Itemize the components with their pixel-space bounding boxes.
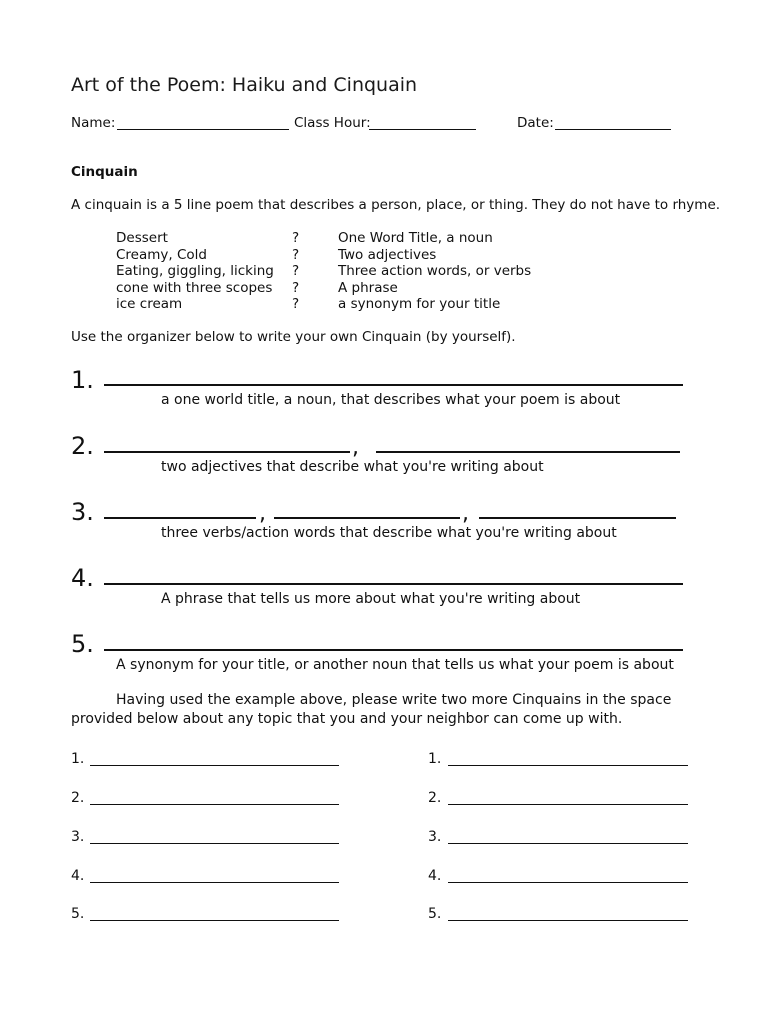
example-poem-column: [116, 230, 274, 313]
organizer-number: 2.: [71, 432, 94, 460]
left-cinquain-line-3-field[interactable]: [90, 843, 339, 844]
example-rule: a synonym for your title: [338, 296, 501, 312]
organizer-line-4-field[interactable]: [104, 583, 683, 585]
organizer-line-3b-field[interactable]: [274, 517, 460, 519]
example-mark: ?: [292, 296, 300, 312]
example-poem-line: Creamy, Cold: [116, 246, 207, 263]
example-rule: Two adjectives: [338, 246, 437, 263]
example-rule: A phrase: [338, 279, 398, 296]
right-cinquain-number: 5.: [428, 906, 442, 922]
right-cinquain-line-2-field[interactable]: [448, 804, 688, 805]
left-cinquain-line-2-field[interactable]: [90, 804, 339, 805]
organizer-instruction: Use the organizer below to write your own Cinquain (by yourself).: [71, 329, 516, 345]
comma-separator: ,: [352, 435, 359, 460]
right-cinquain-line-1-field[interactable]: [448, 765, 688, 766]
right-cinquain-number: 1.: [428, 751, 442, 767]
organizer-hint: A phrase that tells us more about what you're writing about: [161, 591, 581, 607]
organizer-line-1-field[interactable]: [104, 384, 683, 386]
organizer-number: 3.: [71, 498, 94, 526]
organizer-number: 1.: [71, 366, 94, 394]
organizer-hint: A synonym for your title, or another noun that tells us what your poem is about: [116, 657, 674, 673]
organizer-hint: three verbs/action words that describe what you're writing about: [161, 525, 617, 541]
page-title: Art of the Poem: Haiku and Cinquain: [71, 74, 418, 96]
right-cinquain-number: 2.: [428, 790, 442, 806]
example-poem-line: cone with three scopes: [116, 279, 273, 296]
left-cinquain-line-5-field[interactable]: [90, 920, 339, 921]
example-poem-line: Dessert: [116, 230, 168, 246]
organizer-line-2a-field[interactable]: [104, 451, 350, 453]
organizer-line-5-field[interactable]: [104, 649, 683, 651]
left-cinquain-number: 3.: [71, 829, 85, 845]
left-cinquain-number: 4.: [71, 868, 85, 884]
organizer-hint: a one world title, a noun, that describes what your poem is about: [161, 392, 621, 408]
organizer-line-3c-field[interactable]: [479, 517, 676, 519]
example-rule: One Word Title, a noun: [338, 230, 493, 246]
class-hour-field[interactable]: [369, 129, 476, 130]
section-heading: Cinquain: [71, 164, 138, 180]
right-cinquain-number: 4.: [428, 868, 442, 884]
example-mark-column: [292, 230, 299, 313]
example-rule: Three action words, or verbs: [338, 263, 532, 279]
right-cinquain-line-3-field[interactable]: [448, 843, 688, 844]
comma-separator: ,: [259, 501, 266, 526]
right-cinquain-number: 3.: [428, 829, 442, 845]
organizer-hint: two adjectives that describe what you're writing about: [161, 459, 544, 475]
right-cinquain-line-4-field[interactable]: [448, 882, 688, 883]
extra-instruction-line1: Having used the example above, please write two more Cinquains in the space: [116, 692, 672, 708]
date-field[interactable]: [555, 129, 671, 130]
organizer-line-2b-field[interactable]: [376, 451, 680, 453]
date-label: Date:: [517, 115, 554, 131]
name-field[interactable]: [117, 129, 289, 130]
example-rule-column: [338, 230, 531, 313]
extra-instruction-line2: provided below about any topic that you and your neighbor can come up with.: [71, 711, 623, 727]
organizer-number: 4.: [71, 564, 94, 592]
organizer-number: 5.: [71, 630, 94, 658]
example-poem-line: ice cream: [116, 296, 183, 312]
example-mark: ?: [292, 279, 300, 296]
right-cinquain-line-5-field[interactable]: [448, 920, 688, 921]
example-mark: ?: [292, 263, 300, 279]
left-cinquain-line-1-field[interactable]: [90, 765, 339, 766]
example-poem-line: Eating, giggling, licking: [116, 263, 274, 279]
left-cinquain-number: 2.: [71, 790, 85, 806]
left-cinquain-number: 5.: [71, 906, 85, 922]
intro-text: A cinquain is a 5 line poem that describes a person, place, or thing. They do not have to rhyme.: [71, 197, 721, 213]
organizer-line-3a-field[interactable]: [104, 517, 256, 519]
class-hour-label: Class Hour:: [294, 115, 371, 131]
left-cinquain-line-4-field[interactable]: [90, 882, 339, 883]
name-label: Name:: [71, 115, 116, 131]
example-mark: ?: [292, 246, 300, 263]
left-cinquain-number: 1.: [71, 751, 85, 767]
comma-separator: ,: [462, 501, 469, 526]
example-mark: ?: [292, 230, 300, 246]
